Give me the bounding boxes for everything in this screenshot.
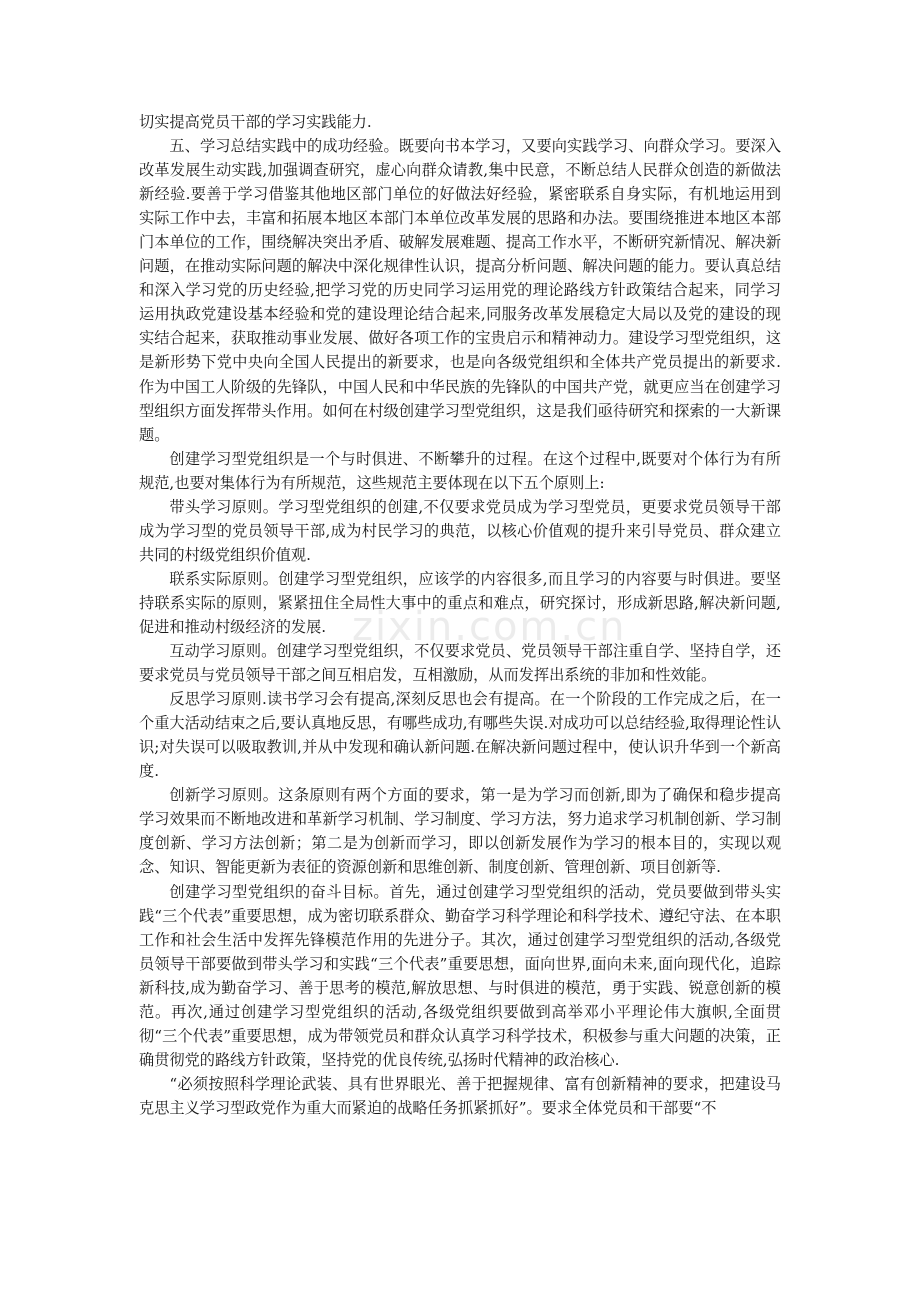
paragraph-9: 创建学习型党组织的奋斗目标。首先，通过创建学习型党组织的活动，党员要做到带头实践“三个代表”重要思想，成为密切联系群众、勤奋学习科学理论和科学技术、遵纪守法、在本职工作和社会生活中发挥先锋模范作用的先进分子。其次，通过创建学习型党组织的活动,各级党员领导干部要做到带头学习和实践“三个代表”重要思想，面向世界,面向未来,面向现代化，追踪新科技,成为勤奋学习、善于思考的模范,解放思想、与时俱进的模范，勇于实践、锐意创新的模范。再次,通过创建学习型党组织的活动,各级党组织要做到高举邓小平理论伟大旗帜,全面贯彻“三个代表”重要思想，成为带领党员和群众认真学习科学技术，积极参与重大问题的决策，正确贯彻党的路线方针政策，坚持党的优良传统,弘扬时代精神的政治核心. — [139, 882, 781, 1069]
paragraph-2: 五、学习总结实践中的成功经验。既要向书本学习，又要向实践学习、向群众学习。要深入改革发展生动实践,加强调查研究，虚心向群众请教,集中民意，不断总结人民群众创造的新做法新经验.要善于学习借鉴其他地区部门单位的好做法好经验，紧密联系自身实际，有机地运用到实际工作中去，丰富和拓展本地区本部门本单位改革发展的思路和办法。要围绕推进本地区本部门本单位的工作，围绕解决突出矛盾、破解发展难题、提高工作水平，不断研究新情况、解决新问题，在推动实际问题的解决中深化规律性认识，提高分析问题、解决问题的能力。要认真总结和深入学习党的历史经验,把学习党的历史同学习运用党的理论路线方针政策结合起来，同学习运用执政党建设基本经验和党的建设理论结合起来,同服务改革发展稳定大局以及党的建设的现实结合起来，获取推动事业发展、做好各项工作的宝贵启示和精神动力。建设学习型党组织，这是新形势下党中央向全国人民提出的新要求，也是向各级党组织和全体共产党员提出的新要求.作为中国工人阶级的先锋队，中国人民和中华民族的先锋队的中国共产党，就更应当在创建学习型组织方面发挥带头作用。如何在村级创建学习型党组织，这是我们亟待研究和探索的一大新课题。 — [139, 137, 781, 444]
paragraph-6: 互动学习原则。创建学习型党组织，不仅要求党员、党员领导干部注重自学、坚持自学，还要求党员与党员领导干部之间互相启发，互相激励，从而发挥出系统的非加和性效能。 — [139, 642, 781, 685]
watermark: zixin.com.cn — [352, 604, 627, 650]
paragraph-10: “必须按照科学理论武装、具有世界眼光、善于把握规律、富有创新精神的要求，把建设马克思主义学习型政党作为重大而紧迫的战略任务抓紧抓好”。要求全体党员和干部要“不 — [139, 1074, 781, 1117]
paragraph-3: 创建学习型党组织是一个与时俱进、不断攀升的过程。在这个过程中,既要对个体行为有所规范,也要对集体行为有所规范，这些规范主要体现在以下五个原则上: — [139, 449, 781, 492]
paragraph-4: 带头学习原则。学习型党组织的创建,不仅要求党员成为学习型党员，更要求党员领导干部成为学习型的党员领导干部,成为村民学习的典范，以核心价值观的提升来引导党员、群众建立共同的村级党组织价值观. — [139, 497, 781, 564]
paragraph-5: 联系实际原则。创建学习型党组织，应该学的内容很多,而且学习的内容要与时俱进。要坚持联系实际的原则，紧紧扭住全局性大事中的重点和难点，研究探讨，形成新思路,解决新问题,促进和推动村级经济的发展. — [139, 569, 781, 636]
paragraph-8: 创新学习原则。这条原则有两个方面的要求，第一是为学习而创新,即为了确保和稳步提高学习效果而不断地改进和革新学习机制、学习制度、学习方法，努力追求学习机制创新、学习制度创新、学习方法创新；第二是为创新而学习，即以创新发展作为学习的根本目的，实现以观念、知识、智能更新为表征的资源创新和思维创新、制度创新、管理创新、项目创新等. — [139, 786, 781, 877]
paragraph-1: 切实提高党员干部的学习实践能力. — [139, 113, 372, 131]
paragraph-7: 反思学习原则.读书学习会有提高,深刻反思也会有提高。在一个阶段的工作完成之后，在一个重大活动结束之后,要认真地反思，有哪些成功,有哪些失误.对成功可以总结经验,取得理论性认识;对失误可以吸取教训,并从中发现和确认新问题.在解决新问题过程中，使认识升华到一个新高度. — [139, 690, 781, 781]
document-body — [139, 110, 781, 1120]
